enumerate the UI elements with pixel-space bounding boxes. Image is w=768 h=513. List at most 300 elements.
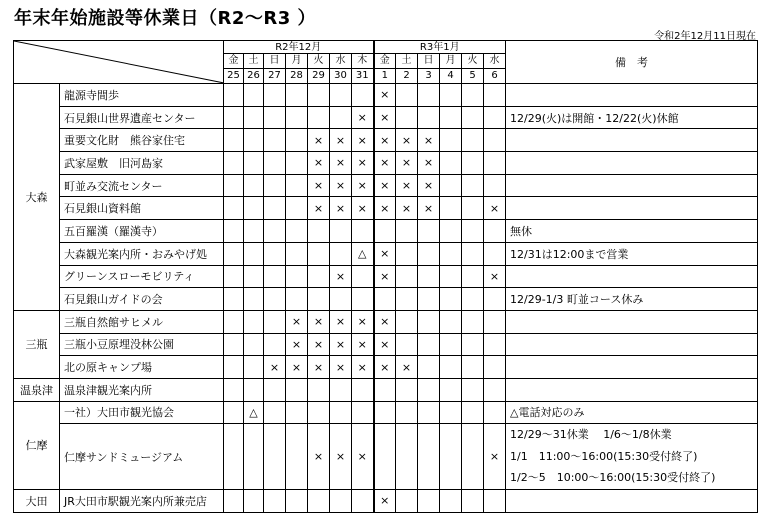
closure-mark <box>224 129 244 152</box>
closure-mark: × <box>374 129 396 152</box>
closure-mark: × <box>352 333 374 356</box>
table-row <box>14 84 758 107</box>
table-row <box>14 129 758 152</box>
closure-mark <box>352 84 374 107</box>
closure-mark <box>440 220 462 243</box>
closure-mark <box>244 129 264 152</box>
closure-mark <box>418 220 440 243</box>
closure-mark <box>224 333 244 356</box>
closure-mark: × <box>308 424 330 490</box>
table-row <box>14 489 758 512</box>
closure-mark <box>418 288 440 311</box>
day-number-cell: 28 <box>286 69 308 84</box>
closure-mark <box>286 84 308 107</box>
table-row <box>14 333 758 356</box>
closure-mark <box>484 106 506 129</box>
page-title: 年末年始施設等休業日（R2～R3 ） <box>14 8 317 29</box>
closure-mark <box>308 106 330 129</box>
closure-mark <box>352 265 374 288</box>
closure-mark <box>352 288 374 311</box>
closure-mark <box>224 288 244 311</box>
closure-mark: × <box>484 424 506 490</box>
closure-mark: × <box>396 174 418 197</box>
remarks-cell <box>506 356 758 379</box>
corner-diagonal-cell <box>14 41 224 84</box>
closure-mark <box>418 489 440 512</box>
closure-mark: × <box>418 174 440 197</box>
facility-name: 石見銀山世界遺産センター <box>60 106 224 129</box>
closure-mark <box>330 220 352 243</box>
closure-mark: × <box>352 152 374 175</box>
closure-mark <box>308 378 330 401</box>
closure-mark <box>264 129 286 152</box>
closure-mark <box>396 333 418 356</box>
closure-mark <box>462 106 484 129</box>
weekday-cell: 月 <box>286 54 308 69</box>
closure-mark <box>244 197 264 220</box>
facility-name: 石見銀山資料館 <box>60 197 224 220</box>
closure-mark <box>396 242 418 265</box>
closure-mark: × <box>418 129 440 152</box>
closure-mark: × <box>308 174 330 197</box>
closure-mark <box>484 152 506 175</box>
closure-mark <box>308 265 330 288</box>
closure-mark <box>330 401 352 424</box>
weekday-cell: 火 <box>462 54 484 69</box>
weekday-cell: 日 <box>264 54 286 69</box>
closure-mark <box>462 242 484 265</box>
closure-mark: × <box>264 356 286 379</box>
closure-table <box>13 40 758 513</box>
weekday-cell: 火 <box>308 54 330 69</box>
closure-mark <box>462 333 484 356</box>
closure-mark: × <box>330 129 352 152</box>
closure-mark: × <box>308 310 330 333</box>
closure-mark <box>244 220 264 243</box>
facility-name: 一社）大田市観光協会 <box>60 401 224 424</box>
table-row <box>14 265 758 288</box>
remarks-cell <box>506 174 758 197</box>
closure-mark: × <box>484 265 506 288</box>
closure-mark <box>418 401 440 424</box>
closure-mark <box>264 378 286 401</box>
weekday-cell: 木 <box>352 54 374 69</box>
facility-name: JR大田市駅観光案内所兼売店 <box>60 489 224 512</box>
closure-mark <box>484 84 506 107</box>
closure-mark <box>286 378 308 401</box>
closure-mark <box>418 378 440 401</box>
closure-mark <box>224 242 244 265</box>
remarks-cell <box>506 84 758 107</box>
closure-mark <box>374 424 396 490</box>
day-number-cell: 31 <box>352 69 374 84</box>
remarks-line: 1/1 11:00～16:00(15:30受付終了) <box>510 449 698 463</box>
table-row <box>14 174 758 197</box>
closure-mark: × <box>352 174 374 197</box>
closure-mark <box>440 288 462 311</box>
closure-mark <box>352 489 374 512</box>
closure-mark <box>224 106 244 129</box>
month-jan-header: R3年1月 <box>374 41 506 54</box>
diagonal-line <box>14 41 224 83</box>
closure-mark: × <box>396 152 418 175</box>
closure-mark <box>244 378 264 401</box>
closure-mark <box>440 129 462 152</box>
closure-mark <box>286 129 308 152</box>
closure-mark <box>224 152 244 175</box>
remarks-cell: 無休 <box>506 220 758 243</box>
closure-mark <box>264 220 286 243</box>
closure-mark <box>462 84 484 107</box>
closure-mark <box>286 174 308 197</box>
remarks-cell <box>506 197 758 220</box>
closure-mark <box>440 84 462 107</box>
closure-mark <box>462 401 484 424</box>
day-number-cell: 26 <box>244 69 264 84</box>
closure-mark <box>286 197 308 220</box>
facility-name: 三瓶自然館サヒメル <box>60 310 224 333</box>
weekday-cell: 水 <box>330 54 352 69</box>
closure-mark <box>264 106 286 129</box>
closure-mark <box>374 220 396 243</box>
closure-mark <box>244 356 264 379</box>
closure-mark: × <box>418 197 440 220</box>
closure-mark <box>244 84 264 107</box>
closure-mark: × <box>374 242 396 265</box>
closure-mark <box>462 265 484 288</box>
day-number-cell: 1 <box>374 69 396 84</box>
closure-mark <box>264 84 286 107</box>
closure-mark <box>440 489 462 512</box>
closure-mark <box>440 174 462 197</box>
closure-mark: × <box>374 106 396 129</box>
day-number-cell: 27 <box>264 69 286 84</box>
closure-mark <box>286 401 308 424</box>
closure-mark <box>462 356 484 379</box>
weekday-cell: 月 <box>440 54 462 69</box>
remarks-cell <box>506 265 758 288</box>
closure-mark <box>440 106 462 129</box>
closure-mark <box>224 265 244 288</box>
table-row <box>14 310 758 333</box>
facility-name: 龍源寺間歩 <box>60 84 224 107</box>
closure-mark <box>330 242 352 265</box>
closure-mark <box>286 265 308 288</box>
closure-mark <box>374 401 396 424</box>
closure-mark <box>264 152 286 175</box>
closure-mark <box>286 424 308 490</box>
closure-mark: △ <box>352 242 374 265</box>
remarks-cell <box>506 152 758 175</box>
day-number-cell: 4 <box>440 69 462 84</box>
closure-mark: × <box>286 356 308 379</box>
closure-mark <box>396 84 418 107</box>
closure-mark <box>330 84 352 107</box>
closure-mark <box>244 265 264 288</box>
closure-mark <box>264 489 286 512</box>
closure-mark <box>418 424 440 490</box>
closure-mark <box>484 489 506 512</box>
closure-mark: × <box>330 424 352 490</box>
closure-mark: × <box>374 489 396 512</box>
closure-mark <box>484 378 506 401</box>
table-row <box>14 401 758 424</box>
closure-mark <box>224 174 244 197</box>
closure-mark <box>396 265 418 288</box>
day-number-cell: 25 <box>224 69 244 84</box>
closure-mark <box>244 288 264 311</box>
closure-mark <box>396 378 418 401</box>
closure-mark: × <box>352 129 374 152</box>
closure-mark <box>224 424 244 490</box>
closure-mark <box>484 401 506 424</box>
closure-mark: × <box>286 310 308 333</box>
remarks-cell: 12/31は12:00まで営業 <box>506 242 758 265</box>
closure-mark: × <box>396 356 418 379</box>
closure-mark <box>440 378 462 401</box>
remarks-header: 備 考 <box>506 41 758 84</box>
closure-mark <box>484 242 506 265</box>
closure-mark: × <box>352 424 374 490</box>
table-row <box>14 288 758 311</box>
table-row <box>14 356 758 379</box>
remarks-cell <box>506 489 758 512</box>
remarks-line: 12/29～31休業 1/6～1/8休業 <box>510 428 672 442</box>
closure-mark: × <box>330 197 352 220</box>
facility-name: 町並み交流センター <box>60 174 224 197</box>
closure-mark: × <box>374 152 396 175</box>
closure-mark <box>264 401 286 424</box>
remarks-cell: 12/29(火)は開館・12/22(火)休館 <box>506 106 758 129</box>
closure-mark <box>286 220 308 243</box>
weekday-cell: 金 <box>224 54 244 69</box>
facility-name: 三瓶小豆原埋没林公園 <box>60 333 224 356</box>
closure-mark <box>462 288 484 311</box>
closure-mark <box>462 310 484 333</box>
closure-mark: × <box>396 197 418 220</box>
issue-date: 令和2年12月11日現在 <box>654 31 756 42</box>
facility-name: 大森観光案内所・おみやげ処 <box>60 242 224 265</box>
closure-mark <box>286 489 308 512</box>
closure-mark: × <box>374 197 396 220</box>
closure-mark <box>440 152 462 175</box>
closure-mark <box>244 152 264 175</box>
weekday-cell: 水 <box>484 54 506 69</box>
closure-mark <box>440 242 462 265</box>
table-row <box>14 220 758 243</box>
closure-mark <box>264 242 286 265</box>
area-cell: 温泉津 <box>14 378 60 401</box>
closure-mark <box>330 378 352 401</box>
area-cell: 仁摩 <box>14 401 60 489</box>
closure-mark <box>396 401 418 424</box>
weekday-cell: 日 <box>418 54 440 69</box>
closure-mark: × <box>308 129 330 152</box>
closure-mark <box>286 288 308 311</box>
facility-name: 北の原キャンプ場 <box>60 356 224 379</box>
closure-mark <box>264 424 286 490</box>
closure-mark <box>308 242 330 265</box>
closure-mark <box>330 489 352 512</box>
remarks-cell <box>506 333 758 356</box>
remarks-line: 1/2～5 10:00～16:00(15:30受付終了) <box>510 471 716 485</box>
closure-mark <box>374 288 396 311</box>
closure-mark <box>352 220 374 243</box>
facility-name: 温泉津観光案内所 <box>60 378 224 401</box>
area-cell: 大森 <box>14 84 60 311</box>
day-number-cell: 5 <box>462 69 484 84</box>
closure-mark: × <box>352 106 374 129</box>
closure-mark <box>244 242 264 265</box>
closure-mark <box>440 333 462 356</box>
closure-mark: × <box>484 197 506 220</box>
remarks-cell <box>506 129 758 152</box>
closure-mark <box>418 84 440 107</box>
closure-mark <box>462 424 484 490</box>
month-dec-header: R2年12月 <box>224 41 374 54</box>
closure-mark <box>224 197 244 220</box>
closure-mark: × <box>374 310 396 333</box>
closure-mark: × <box>374 174 396 197</box>
area-cell: 三瓶 <box>14 310 60 378</box>
closure-mark <box>352 401 374 424</box>
facility-name: 石見銀山ガイドの会 <box>60 288 224 311</box>
closure-mark <box>396 106 418 129</box>
facility-name: グリーンスローモビリティ <box>60 265 224 288</box>
closure-mark <box>440 265 462 288</box>
closure-mark <box>224 356 244 379</box>
closure-mark: × <box>330 310 352 333</box>
closure-mark: × <box>352 197 374 220</box>
closure-mark <box>330 106 352 129</box>
closure-mark <box>264 265 286 288</box>
closure-mark <box>286 242 308 265</box>
remarks-cell <box>506 424 758 490</box>
closure-mark <box>462 197 484 220</box>
closure-mark: × <box>396 129 418 152</box>
closure-mark <box>244 333 264 356</box>
closure-mark <box>352 378 374 401</box>
closure-mark: × <box>308 152 330 175</box>
closure-mark <box>418 333 440 356</box>
closure-mark <box>418 265 440 288</box>
facility-name: 重要文化財 熊谷家住宅 <box>60 129 224 152</box>
day-number-cell: 6 <box>484 69 506 84</box>
table-row <box>14 424 758 490</box>
closure-mark <box>484 129 506 152</box>
closure-mark <box>462 174 484 197</box>
closure-mark <box>418 106 440 129</box>
closure-mark: × <box>308 333 330 356</box>
closure-mark: × <box>330 333 352 356</box>
table-row <box>14 197 758 220</box>
closure-mark: × <box>308 197 330 220</box>
closure-mark <box>224 378 244 401</box>
closure-mark <box>244 310 264 333</box>
closure-mark <box>484 310 506 333</box>
closure-mark <box>264 333 286 356</box>
closure-mark <box>264 288 286 311</box>
closure-mark: × <box>308 356 330 379</box>
closure-mark <box>308 489 330 512</box>
closure-mark <box>440 401 462 424</box>
table-row <box>14 242 758 265</box>
remarks-cell <box>506 378 758 401</box>
closure-mark: × <box>286 333 308 356</box>
closure-mark: × <box>330 152 352 175</box>
closure-mark <box>484 333 506 356</box>
closure-mark: × <box>330 174 352 197</box>
closure-mark: △ <box>244 401 264 424</box>
closure-mark: × <box>374 265 396 288</box>
closure-mark <box>396 288 418 311</box>
closure-mark: × <box>352 356 374 379</box>
remarks-cell <box>506 310 758 333</box>
closure-mark <box>484 288 506 311</box>
closure-mark: × <box>330 356 352 379</box>
closure-mark <box>440 356 462 379</box>
closure-mark <box>396 489 418 512</box>
day-number-cell: 2 <box>396 69 418 84</box>
remarks-cell: △電話対応のみ <box>506 401 758 424</box>
day-number-cell: 30 <box>330 69 352 84</box>
closure-mark: × <box>418 152 440 175</box>
facility-name: 五百羅漢（羅漢寺） <box>60 220 224 243</box>
closure-mark <box>396 310 418 333</box>
weekday-cell: 土 <box>244 54 264 69</box>
closure-mark <box>462 489 484 512</box>
facility-name: 武家屋敷 旧河島家 <box>60 152 224 175</box>
closure-mark <box>462 378 484 401</box>
closure-mark <box>224 220 244 243</box>
table-row <box>14 378 758 401</box>
closure-mark: × <box>352 310 374 333</box>
table-row <box>14 152 758 175</box>
closure-mark <box>264 197 286 220</box>
closure-mark <box>308 84 330 107</box>
closure-mark <box>264 310 286 333</box>
closure-mark <box>308 401 330 424</box>
closure-mark <box>462 152 484 175</box>
closure-mark: × <box>330 265 352 288</box>
closure-mark <box>244 174 264 197</box>
closure-mark <box>396 220 418 243</box>
area-cell: 大田 <box>14 489 60 512</box>
closure-mark <box>374 378 396 401</box>
closure-mark <box>484 356 506 379</box>
closure-mark <box>484 174 506 197</box>
closure-mark <box>224 489 244 512</box>
day-number-cell: 3 <box>418 69 440 84</box>
closure-mark <box>286 106 308 129</box>
table-row <box>14 106 758 129</box>
closure-mark <box>440 197 462 220</box>
closure-mark <box>440 310 462 333</box>
closure-mark <box>286 152 308 175</box>
closure-mark <box>308 220 330 243</box>
closure-mark <box>462 220 484 243</box>
closure-mark <box>418 356 440 379</box>
closure-mark <box>396 424 418 490</box>
closure-mark <box>244 106 264 129</box>
closure-mark: × <box>374 84 396 107</box>
closure-mark <box>484 220 506 243</box>
closure-mark <box>440 424 462 490</box>
weekday-cell: 金 <box>374 54 396 69</box>
facility-name: 仁摩サンドミュージアム <box>60 424 224 490</box>
closure-mark <box>330 288 352 311</box>
weekday-cell: 土 <box>396 54 418 69</box>
